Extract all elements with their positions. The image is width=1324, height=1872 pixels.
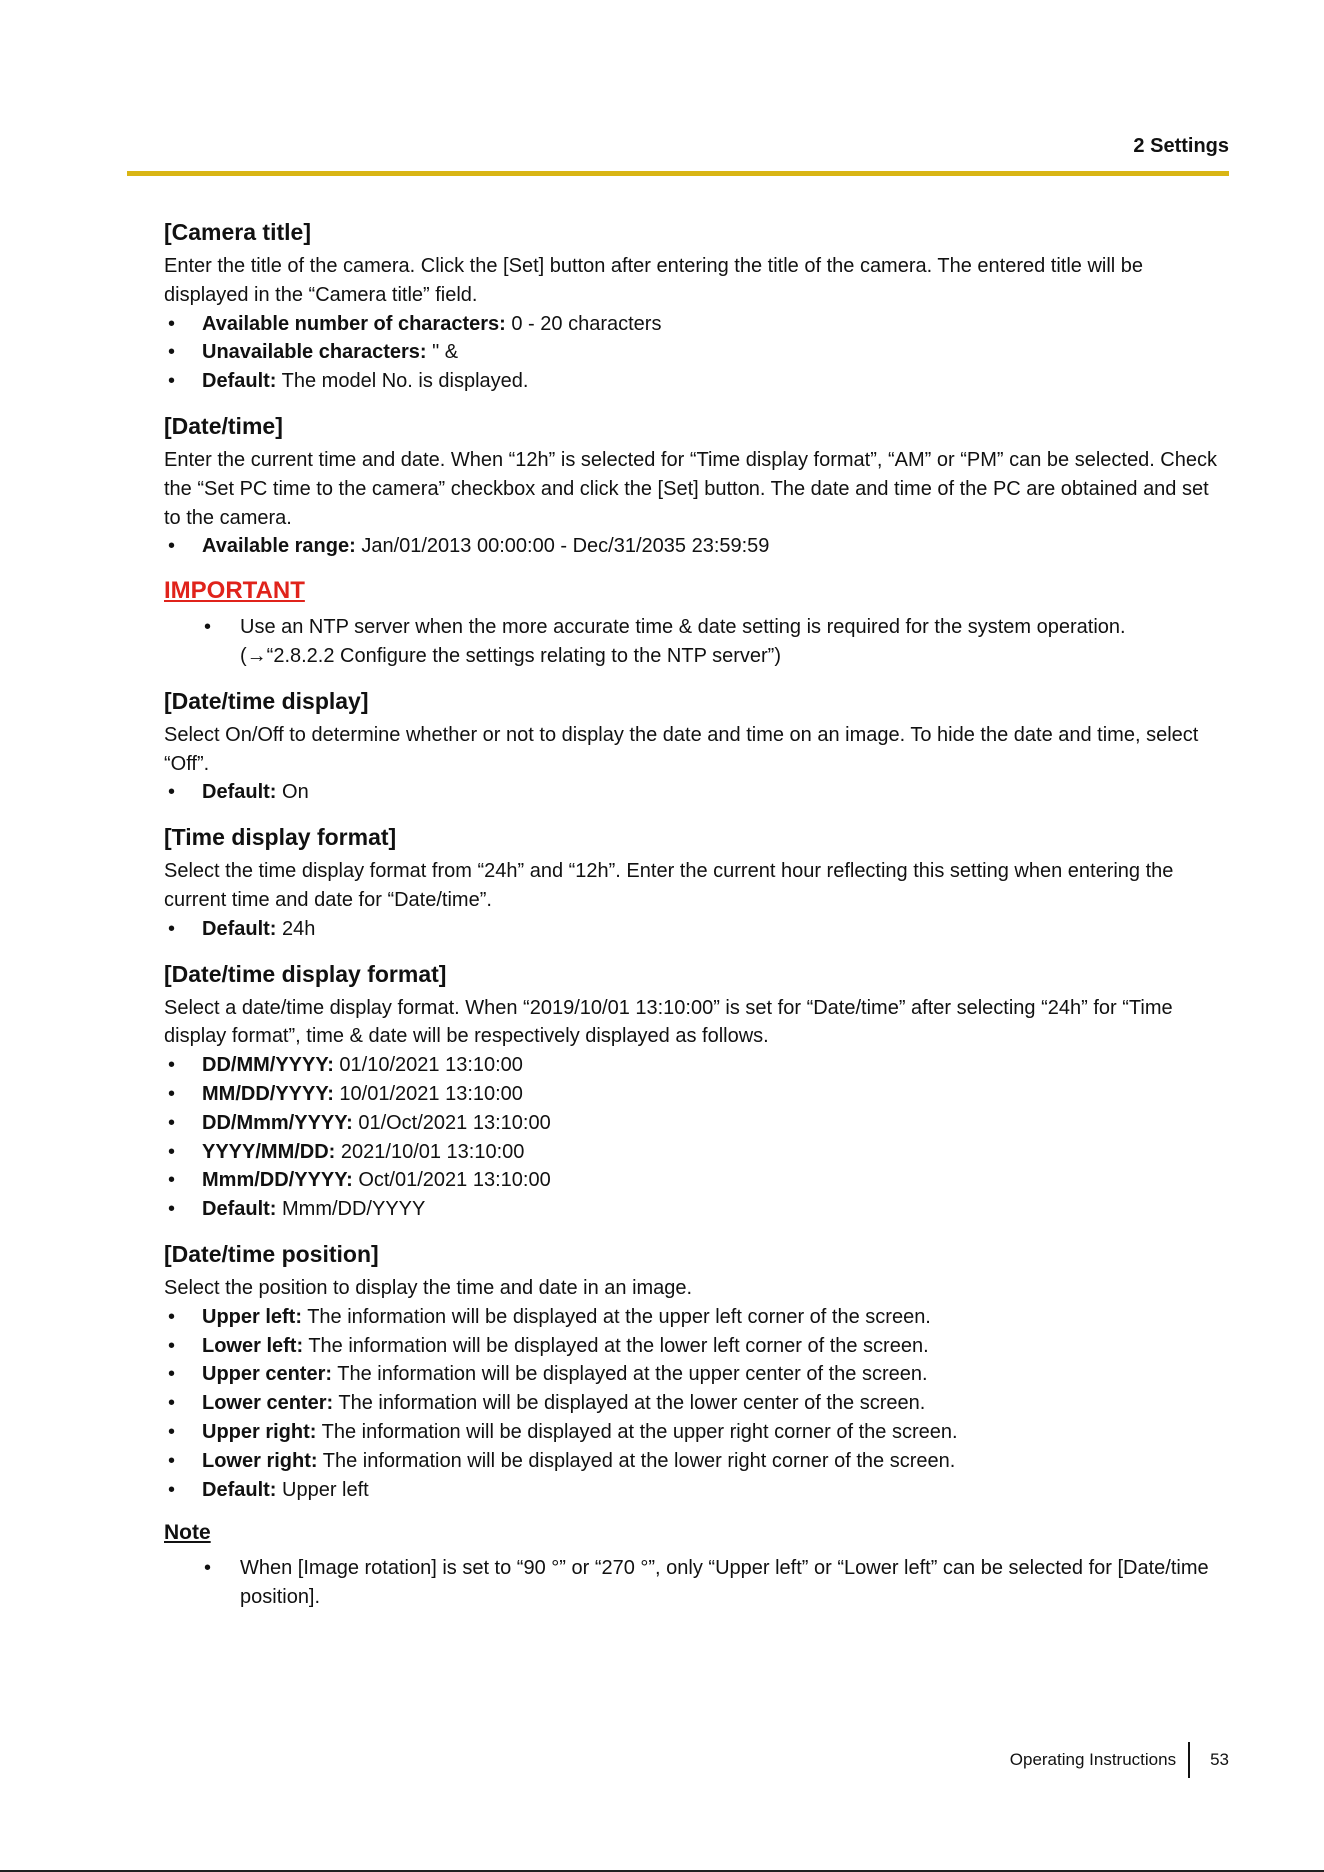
page-number: 53 bbox=[1210, 1750, 1229, 1769]
item-text: On bbox=[276, 781, 309, 804]
item-text: The information will be displayed at the lower right corner of the screen. bbox=[317, 1449, 956, 1472]
item-text: 0 - 20 characters bbox=[505, 312, 662, 335]
list-item bbox=[164, 915, 1230, 944]
item-label: YYYY/MM/DD: bbox=[202, 1140, 336, 1163]
section-heading: [Date/time] bbox=[164, 412, 283, 439]
item-label: Upper left: bbox=[202, 1305, 302, 1328]
list-item bbox=[164, 1138, 1230, 1167]
bullet-list bbox=[164, 1303, 1230, 1505]
note-box bbox=[164, 1518, 1230, 1612]
important-heading: IMPORTANT bbox=[164, 577, 305, 605]
bullet-list bbox=[164, 915, 1230, 944]
note-heading: Note bbox=[164, 1521, 211, 1545]
item-text: The information will be displayed at the upper right corner of the screen. bbox=[316, 1420, 958, 1443]
footer-divider bbox=[1188, 1742, 1190, 1778]
note-text: When [Image rotation] is set to “90 °” or “270 °”, only “Upper left” or “Lower left” can be selected for [Date/time position]. bbox=[240, 1557, 1209, 1609]
item-text: Jan/01/2013 00:00:00 - Dec/31/2035 23:59:59 bbox=[355, 535, 770, 558]
item-text: Upper left bbox=[276, 1478, 369, 1501]
list-item bbox=[164, 532, 1230, 561]
note-list bbox=[164, 1554, 1230, 1612]
section-date-time-display-format bbox=[164, 958, 1230, 1224]
chapter-title: 2 Settings bbox=[1133, 135, 1229, 157]
list-item bbox=[164, 338, 1230, 367]
item-text: Mmm/DD/YYYY bbox=[276, 1198, 426, 1221]
list-item bbox=[164, 1332, 1230, 1361]
footer-doc-title: Operating Instructions bbox=[1009, 1750, 1177, 1769]
item-label: Mmm/DD/YYYY: bbox=[202, 1169, 353, 1192]
section-heading: [Date/time display] bbox=[164, 687, 369, 714]
bullet-list bbox=[164, 532, 1230, 561]
list-item bbox=[164, 1195, 1230, 1224]
item-label: Available number of characters: bbox=[202, 312, 506, 335]
item-label: Upper right: bbox=[202, 1420, 317, 1443]
section-heading: [Time display format] bbox=[164, 824, 397, 851]
section-date-time-display bbox=[164, 685, 1230, 807]
item-text: The information will be displayed at the upper left corner of the screen. bbox=[302, 1305, 931, 1328]
section-heading: [Date/time display format] bbox=[164, 960, 447, 987]
list-item bbox=[164, 367, 1230, 396]
item-label: DD/MM/YYYY: bbox=[202, 1054, 334, 1077]
important-list bbox=[164, 613, 1230, 671]
ntp-reference-link[interactable]: (→“2.8.2.2 Configure the settings relating to the NTP server”) bbox=[240, 644, 781, 667]
list-item bbox=[164, 1166, 1230, 1195]
list-item bbox=[164, 1476, 1230, 1505]
item-label: Lower right: bbox=[202, 1449, 318, 1472]
section-date-time bbox=[164, 410, 1230, 561]
item-text: The information will be displayed at the lower left corner of the screen. bbox=[303, 1334, 929, 1357]
list-item bbox=[164, 1389, 1230, 1418]
item-text: Oct/01/2021 13:10:00 bbox=[352, 1169, 551, 1192]
item-text: 24h bbox=[276, 917, 316, 940]
section-body: Select the time display format from “24h” and “12h”. Enter the current hour reflecting this setting when entering the current time and date for “Date/time”. bbox=[164, 860, 1174, 911]
section-time-display-format bbox=[164, 821, 1230, 943]
item-text: 2021/10/01 13:10:00 bbox=[335, 1140, 525, 1163]
list-item bbox=[164, 1109, 1230, 1138]
section-body: Select a date/time display format. When “2019/10/01 13:10:00” is set for “Date/time” after selecting “24h” for “Time display format”, time & date will be respectively displayed as follows. bbox=[164, 996, 1173, 1048]
important-box bbox=[164, 575, 1230, 671]
section-body: Select On/Off to determine whether or not to display the date and time on an image. To hide the date and time, select “Off”. bbox=[164, 723, 1199, 775]
bullet-list bbox=[164, 310, 1230, 396]
item-label: Available range: bbox=[202, 535, 356, 558]
list-item bbox=[164, 310, 1230, 339]
page-footer bbox=[1010, 1740, 1229, 1780]
page-content bbox=[164, 216, 1230, 1626]
list-item bbox=[164, 1080, 1230, 1109]
header-rule bbox=[127, 171, 1229, 176]
item-label: Unavailable characters: bbox=[202, 341, 427, 364]
item-label: MM/DD/YYYY: bbox=[202, 1082, 334, 1105]
list-item bbox=[164, 1303, 1230, 1332]
item-label: Default: bbox=[202, 1478, 277, 1501]
item-label: Default: bbox=[202, 781, 277, 804]
item-label: Lower left: bbox=[202, 1334, 304, 1357]
item-label: Default: bbox=[202, 917, 277, 940]
list-item bbox=[164, 1360, 1230, 1389]
item-label: Upper center: bbox=[202, 1363, 333, 1386]
section-body: Select the position to display the time and date in an image. bbox=[164, 1276, 693, 1299]
list-item bbox=[164, 613, 1230, 671]
item-text: The information will be displayed at the lower center of the screen. bbox=[333, 1392, 926, 1415]
list-item bbox=[164, 778, 1230, 807]
list-item bbox=[164, 1051, 1230, 1080]
list-item bbox=[164, 1418, 1230, 1447]
section-body: Enter the title of the camera. Click the [Set] button after entering the title of the camera. The entered title will be displayed in the “Camera title” field. bbox=[164, 255, 1144, 306]
item-text: 01/Oct/2021 13:10:00 bbox=[352, 1111, 551, 1134]
bullet-list bbox=[164, 778, 1230, 807]
section-body: Enter the current time and date. When “12h” is selected for “Time display format”, “AM” or “PM” can be selected. Check the “Set PC time to the camera” checkbox and click the [Set] button. The date and time of the PC are obtained and set to the camera. bbox=[164, 448, 1217, 529]
item-text: The information will be displayed at the upper center of the screen. bbox=[332, 1363, 928, 1386]
item-label: Default: bbox=[202, 370, 277, 393]
item-text: The model No. is displayed. bbox=[276, 370, 529, 393]
item-label: Lower center: bbox=[202, 1392, 334, 1415]
item-text: 10/01/2021 13:10:00 bbox=[333, 1082, 523, 1105]
important-text: Use an NTP server when the more accurate time & date setting is required for the system operation. bbox=[240, 616, 1126, 639]
item-label: DD/Mmm/YYYY: bbox=[202, 1111, 353, 1134]
bullet-list bbox=[164, 1051, 1230, 1224]
list-item bbox=[164, 1554, 1230, 1612]
section-date-time-position bbox=[164, 1238, 1230, 1504]
section-heading: [Camera title] bbox=[164, 219, 311, 245]
item-text: 01/10/2021 13:10:00 bbox=[333, 1054, 523, 1077]
section-heading: [Date/time position] bbox=[164, 1240, 379, 1267]
list-item bbox=[164, 1447, 1230, 1476]
section-camera-title bbox=[164, 216, 1230, 396]
item-text: " & bbox=[426, 341, 459, 364]
item-label: Default: bbox=[202, 1198, 277, 1221]
